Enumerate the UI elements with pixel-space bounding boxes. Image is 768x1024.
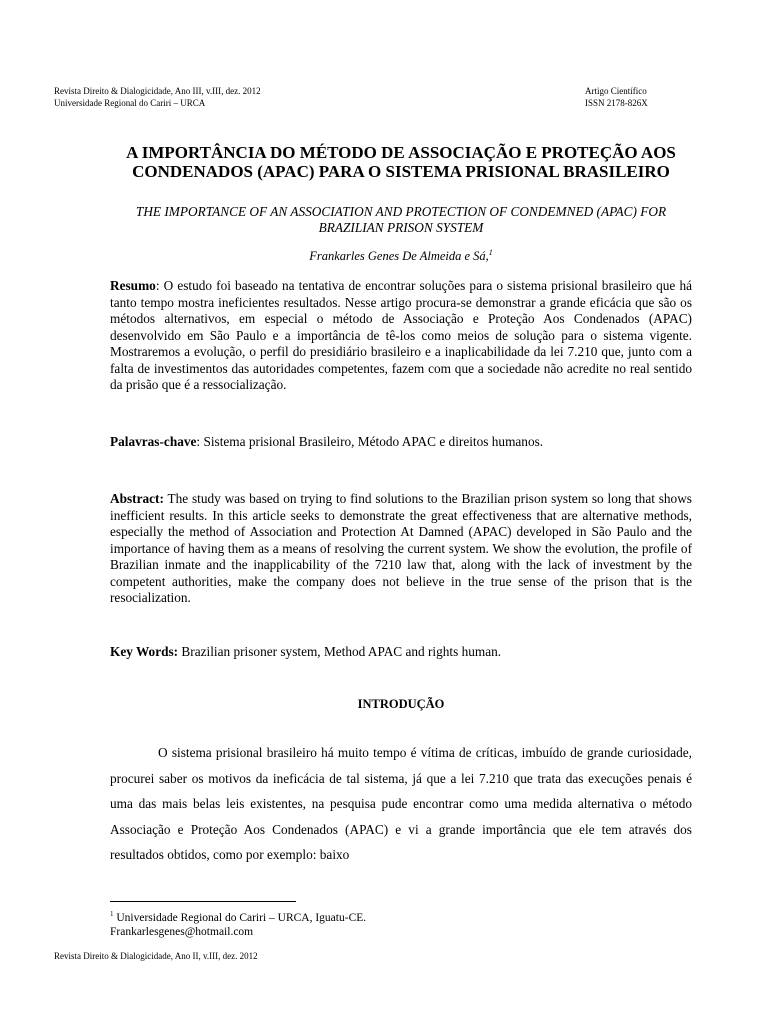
- key-words-paragraph: [110, 644, 692, 661]
- section-heading-introducao: INTRODUÇÃO: [357, 697, 445, 711]
- introducao-body: O sistema prisional brasileiro há muito tempo é vítima de críticas, imbuído de grande curiosidade, procurei saber os motivos da ineficácia de tal sistema, já que a lei 7.210 que trata das execuções penais é uma das mais belas leis existentes, na pesquisa pude encontrar como uma medida alternativa o método Associação e Proteção Aos Condenados (APAC) e vi a grande importância que ele tem através dos resultados obtidos, como por exemplo: baixo: [110, 745, 692, 862]
- running-footer: Revista Direito & Dialogicidade, Ano II, v.III, dez. 2012: [54, 951, 258, 961]
- footnote-divider: [110, 901, 296, 902]
- abstract-paragraph: [110, 491, 692, 607]
- palavras-chave-paragraph: [110, 434, 692, 451]
- footnote: [110, 907, 510, 939]
- running-header-left: [54, 85, 261, 109]
- footnote-email: Frankarlesgenes@hotmail.com: [110, 925, 254, 938]
- journal-name: Revista Direito & Dialogicidade, Ano III, v.III, dez. 2012: [54, 86, 261, 96]
- resumo-text: : O estudo foi baseado na tentativa de encontrar soluções para o sistema prisional brasileiro que há tanto tempo mostra ineficientes resultados. Nesse artigo procura-se demonstrar a grande eficácia que são os métodos alternativos, em especial o método de Associação e Proteção Aos Condenados (APAC) desenvolvido em São Paulo e a importância de tê-los como meios de solução para o sistema vigente. Mostraremos a evolução, o perfil do presidiário brasileiro e a inaplicabilidade da lei 7.210 que, junto com a falta de investimentos das autoridades competentes, fazem com que a sociedade não acredite no real sentido da prisão que é a ressocialização.: [110, 278, 692, 392]
- abstract-label: Abstract:: [110, 491, 164, 506]
- resumo-paragraph: [110, 278, 692, 394]
- running-header-right: [585, 85, 705, 109]
- abstract-text: The study was based on trying to find solutions to the Brazilian prison system so long that shows inefficient results. In this article seeks to demonstrate the great effectiveness that are alternative methods, especially the method of Association and Protection At Damned (APAC) developed in São Paulo and the importance of having them as a means of resolving the current system. We show the evolution, the profile of Brazilian inmate and the inapplicability of the 7210 law that, along with the lack of investment by the competent authorities, make the company does not believe in the true sense of the prison that is the resocialization.: [110, 491, 692, 605]
- key-words-text: Brazilian prisoner system, Method APAC and rights human.: [178, 644, 502, 659]
- footnote-affiliation: Universidade Regional do Cariri – URCA, Iguatu-CE.: [113, 911, 367, 924]
- paper-title: A IMPORTÂNCIA DO MÉTODO DE ASSOCIAÇÃO E PROTEÇÃO AOS CONDENADOS (APAC) PARA O SISTEMA PRISIONAL BRASILEIRO: [126, 143, 676, 181]
- author-name: Frankarles Genes De Almeida e Sá,: [309, 249, 489, 264]
- article-type: Artigo Científico: [585, 86, 647, 96]
- footnote-mark: 1: [110, 910, 114, 918]
- palavras-chave-label: Palavras-chave: [110, 434, 197, 449]
- key-words-label: Key Words:: [110, 644, 179, 659]
- resumo-label: Resumo: [110, 278, 156, 293]
- palavras-chave-text: : Sistema prisional Brasileiro, Método APAC e direitos humanos.: [196, 434, 544, 449]
- paper-title-english: THE IMPORTANCE OF AN ASSOCIATION AND PROTECTION OF CONDEMNED (APAC) FOR BRAZILIAN PRISON SYSTEM: [135, 204, 667, 235]
- university-name: Universidade Regional do Cariri – URCA: [54, 98, 206, 108]
- footnote-line-1: [110, 907, 510, 925]
- author-footnote-mark: 1: [488, 248, 493, 257]
- issn: ISSN 2178-826X: [585, 98, 648, 108]
- author-line: [110, 245, 692, 264]
